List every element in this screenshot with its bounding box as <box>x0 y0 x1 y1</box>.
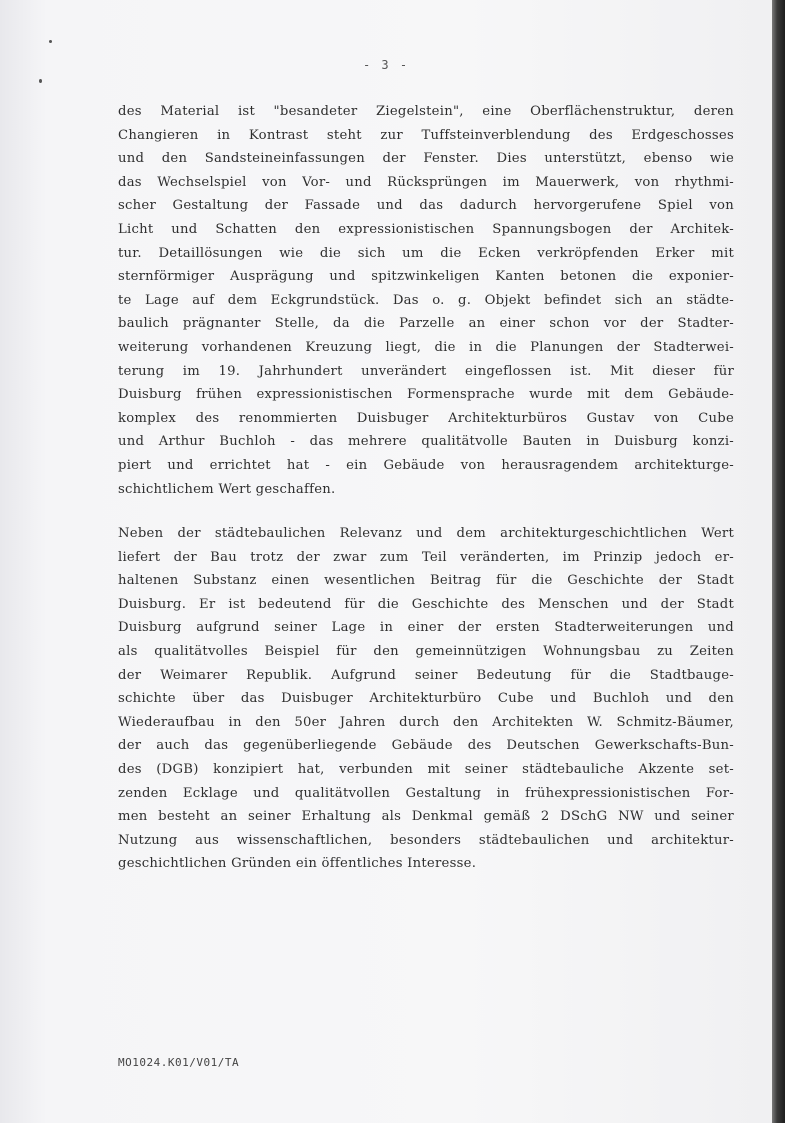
text-line: Duisburg aufgrund seiner Lage in einer der ersten Stadterweiterungen und <box>118 620 734 636</box>
text-line: geschichtlichen Gründen ein öffentliches Interesse. <box>118 856 477 872</box>
text-line: zenden Ecklage und qualitätvollen Gestaltung in frühexpressionistischen For- <box>118 785 734 801</box>
text-line: Duisburg frühen expressionistischen Formensprache wurde mit dem Gebäude- <box>118 387 734 403</box>
text-line: schichtlichem Wert geschaffen. <box>118 481 336 497</box>
document-reference-code: MO1024.K01/V01/TA <box>118 1056 240 1069</box>
text-line: als qualitätvolles Beispiel für den gemeinnützigen Wohnungsbau zu Zeiten <box>118 644 734 660</box>
text-line: der Weimarer Republik. Aufgrund seiner Bedeutung für die Stadtbauge- <box>118 667 734 683</box>
text-line: und den Sandsteineinfassungen der Fenster. Dies unterstützt, ebenso wie <box>118 151 734 167</box>
page-number: - 3 - <box>362 58 410 72</box>
text-line: des Material ist "besandeter Ziegelstein", eine Oberflächenstruktur, deren <box>118 104 734 119</box>
text-line: baulich prägnanter Stelle, da die Parzelle an einer schon vor der Stadter- <box>118 316 734 332</box>
text-line: sternförmiger Ausprägung und spitzwinkeligen Kanten betonen die exponier- <box>118 269 734 285</box>
text-line: Neben der städtebaulichen Relevanz und dem architekturgeschichtlichen Wert <box>118 526 734 542</box>
text-line: terung im 19. Jahrhundert unverändert eingeflossen ist. Mit dieser für <box>118 363 734 379</box>
scan-speck <box>49 40 52 43</box>
text-line: des (DGB) konzipiert hat, verbunden mit seiner städtebauliche Akzente set- <box>118 762 734 778</box>
document-body <box>118 100 734 876</box>
text-line: der auch das gegenüberliegende Gebäude des Deutschen Gewerkschafts-Bun- <box>118 738 734 754</box>
text-line: das Wechselspiel von Vor- und Rücksprüngen im Mauerwerk, von rhythmi- <box>118 174 734 190</box>
text-line: liefert der Bau trotz der zwar zum Teil veränderten, im Prinzip jedoch er- <box>118 549 734 565</box>
text-line: Licht und Schatten den expressionistischen Spannungsbogen der Architek- <box>118 221 734 237</box>
paragraph-2 <box>118 522 734 876</box>
text-line: und Arthur Buchloh - das mehrere qualitätvolle Bauten in Duisburg konzi- <box>118 434 734 450</box>
text-line: piert und errichtet hat - ein Gebäude von herausragendem architekturge- <box>118 457 734 473</box>
text-line: haltenen Substanz einen wesentlichen Beitrag für die Geschichte der Stadt <box>118 573 734 589</box>
paragraph-1 <box>118 100 734 501</box>
text-line: te Lage auf dem Eckgrundstück. Das o. g. Objekt befindet sich an städte- <box>118 292 734 308</box>
text-line: komplex des renommierten Duisbuger Architekturbüros Gustav von Cube <box>118 410 734 426</box>
text-line: weiterung vorhandenen Kreuzung liegt, die in die Planungen der Stadterwei- <box>118 339 734 355</box>
text-line: scher Gestaltung der Fassade und das dadurch hervorgerufene Spiel von <box>118 198 734 214</box>
text-line: Changieren in Kontrast steht zur Tuffsteinverblendung des Erdgeschosses <box>118 127 734 143</box>
text-line: Wiederaufbau in den 50er Jahren durch den Architekten W. Schmitz-Bäumer, <box>118 714 734 730</box>
text-line: Nutzung aus wissenschaftlichen, besonders städtebaulichen und architektur- <box>118 832 734 848</box>
scan-speck <box>39 79 42 83</box>
text-line: men besteht an seiner Erhaltung als Denkmal gemäß 2 DSchG NW und seiner <box>118 809 734 825</box>
text-line: Duisburg. Er ist bedeutend für die Geschichte des Menschen und der Stadt <box>118 596 734 612</box>
scan-edge <box>772 0 785 1123</box>
text-line: tur. Detaillösungen wie die sich um die Ecken verkröpfenden Erker mit <box>118 245 734 261</box>
text-line: schichte über das Duisbuger Architekturbüro Cube und Buchloh und den <box>118 691 734 707</box>
